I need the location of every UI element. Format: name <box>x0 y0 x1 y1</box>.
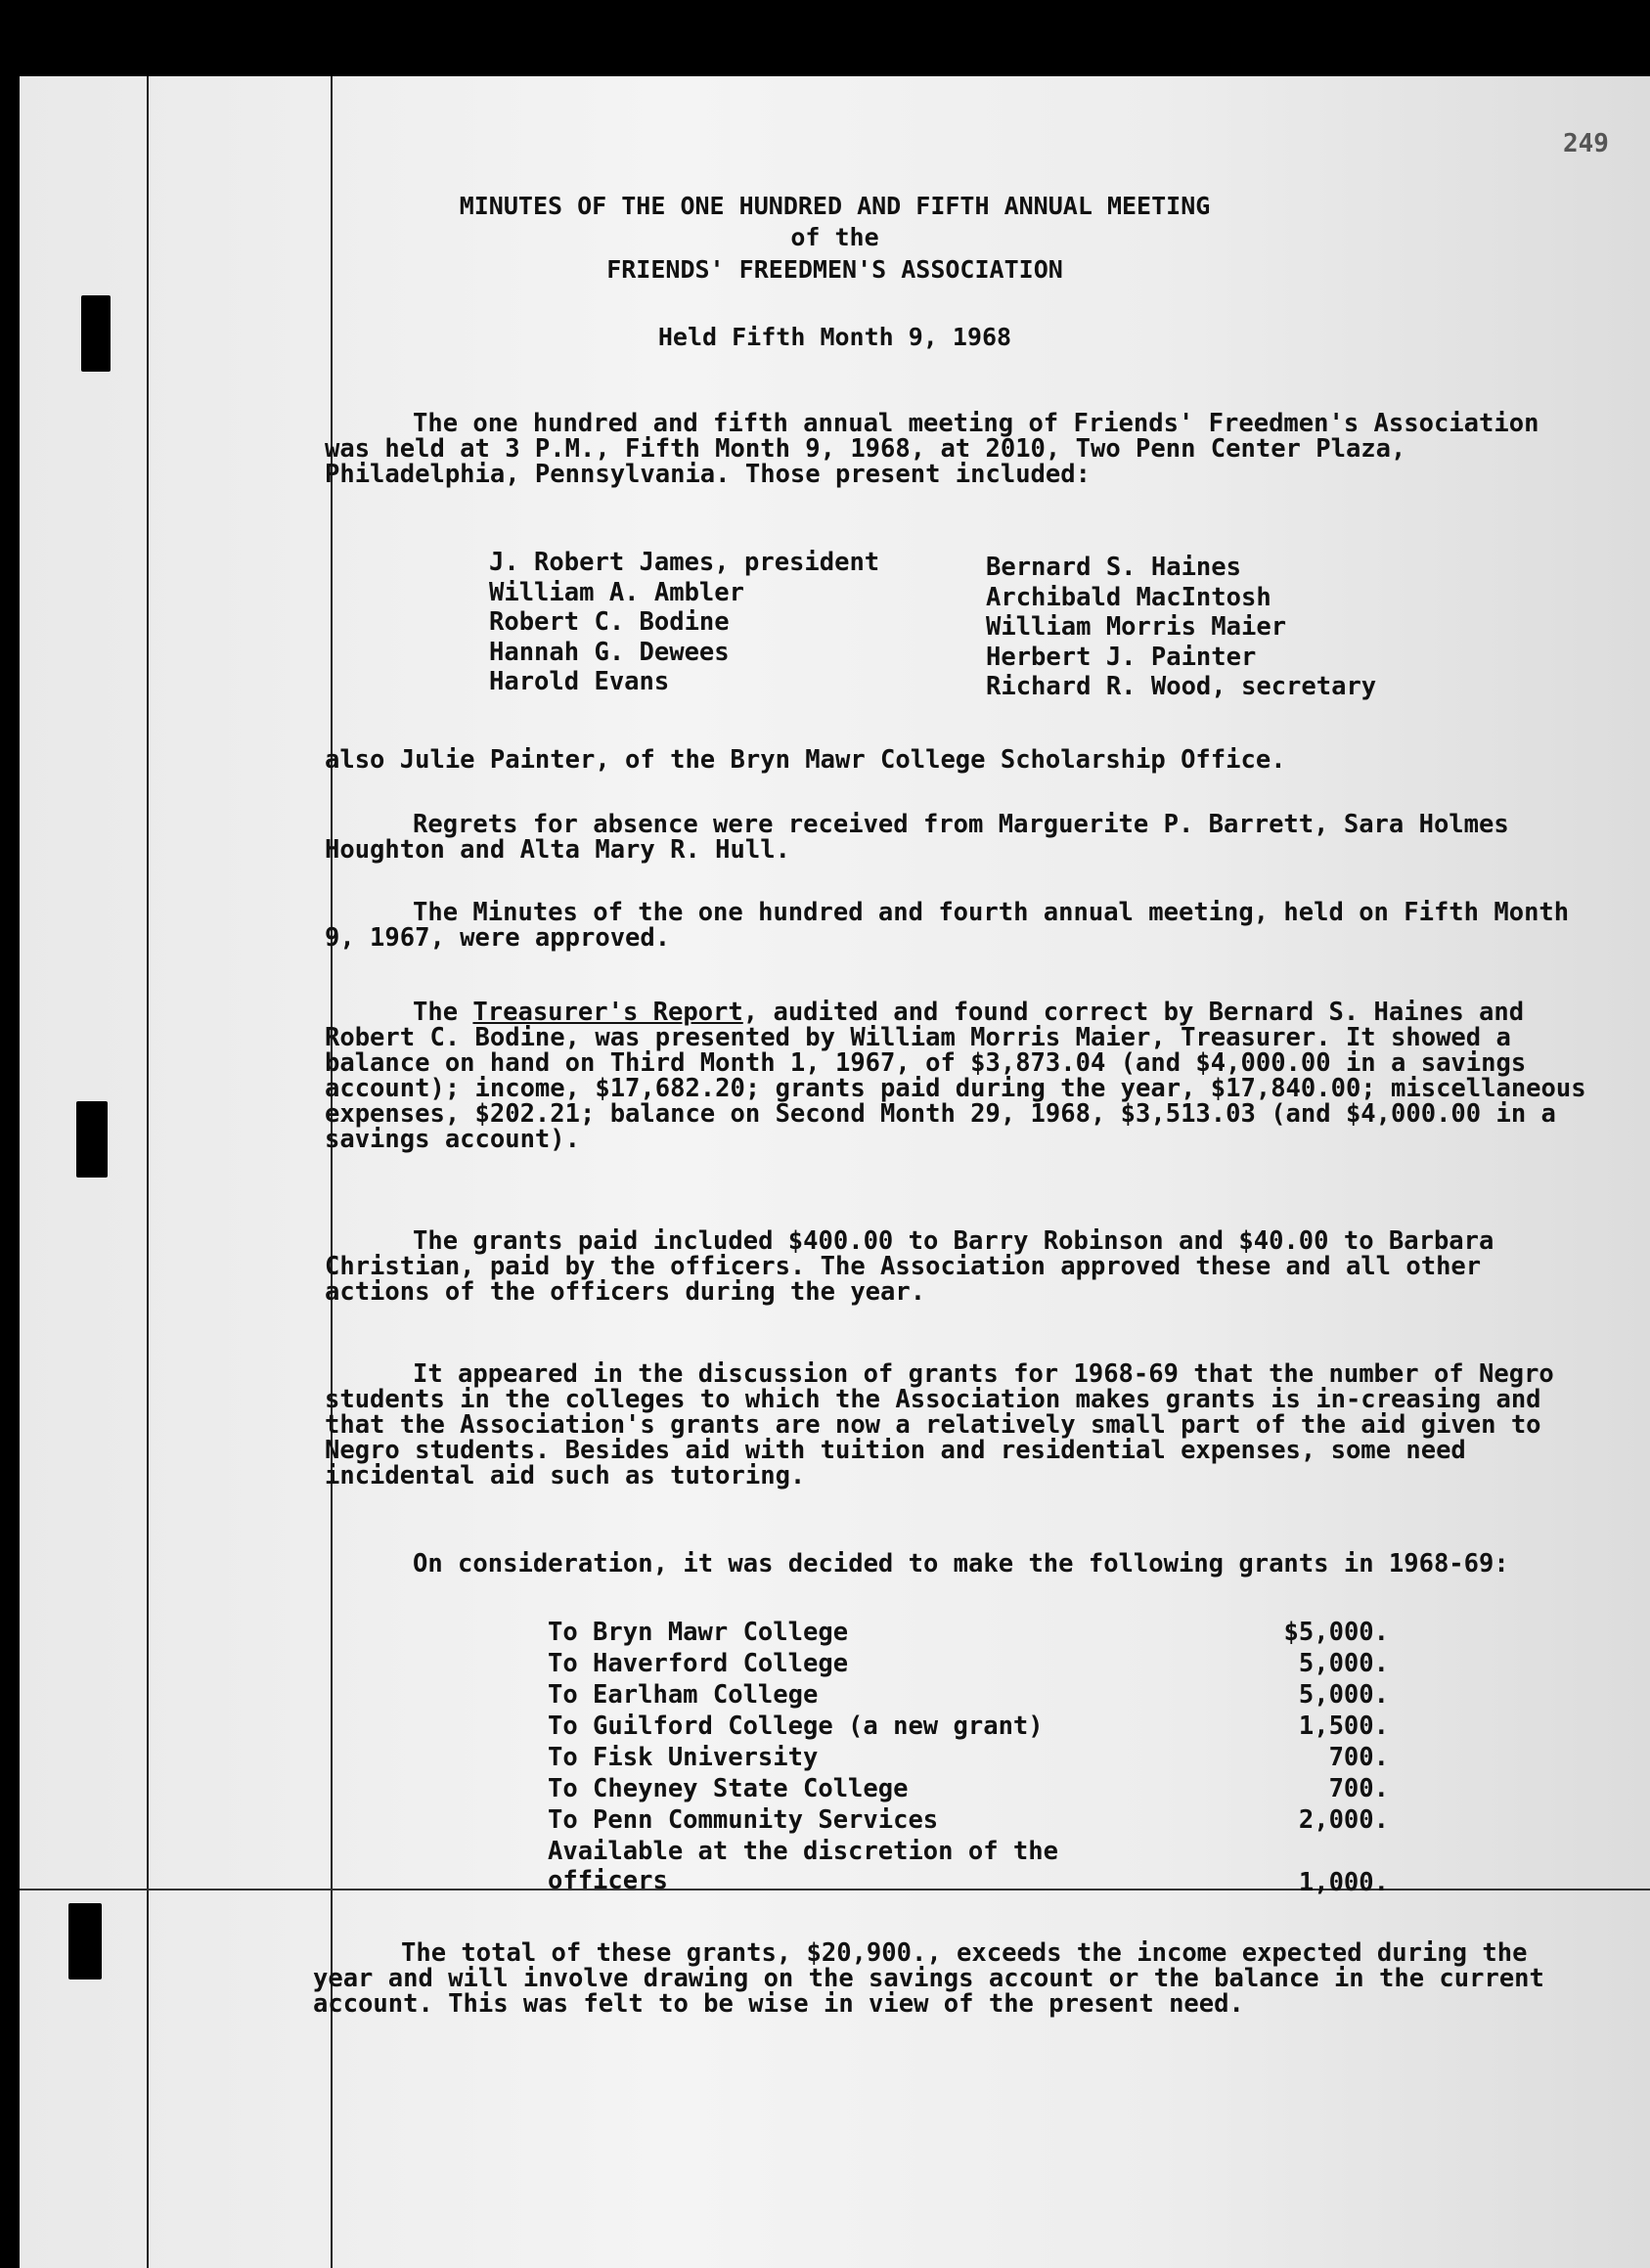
meeting-date: Held Fifth Month 9, 1968 <box>657 323 1012 351</box>
attendee: William A. Ambler <box>489 577 744 607</box>
grant-row <box>548 1680 1389 1712</box>
also-present-paragraph: also Julie Painter, of the Bryn Mawr College Scholarship Office. <box>325 745 1286 775</box>
attendee: Richard R. Wood, secretary <box>986 672 1377 701</box>
association-name: FRIENDS' FREEDMEN'S ASSOCIATION <box>606 255 1063 284</box>
grant-recipient: To Guilford College (a new grant) <box>548 1712 1044 1741</box>
treasurer-body: , audited and found correct by Bernard S. Haines and Robert C. Bodine, was presented by William Morris Maier, Treasurer. It showed a balance on hand on Third Month 1, 1967, of $3,873.04 (and $4,000.00 in a savings account); income, $17,682.20; grants paid during the year, $17,840.00; miscellaneous expenses, $202.21; balance on Second Month 29, 1968, $3,513.03 (and $4,000.00 in a savings account). <box>325 998 1586 1154</box>
attendee: J. Robert James, president <box>489 548 880 577</box>
grant-amount: 700. <box>1328 1774 1389 1803</box>
discussion-paragraph: It appeared in the discussion of grants for 1968-69 that the number of Negro students in the colleges to which the Association makes grants is in-creasing and that the Association's grants are now a relatively small part of the aid given to Negro students. Besides aid with tuition and residential expenses, some need incidental aid such as tutoring. <box>325 1359 1554 1490</box>
grant-row <box>548 1774 1389 1805</box>
grant-recipient: To Bryn Mawr College <box>548 1618 849 1647</box>
grant-row <box>548 1712 1389 1743</box>
grant-amount: 5,000. <box>1298 1649 1389 1678</box>
margin-rule-outer <box>147 76 149 2268</box>
minutes-approved-paragraph: The Minutes of the one hundred and fourth annual meeting, held on Fifth Month 9, 1967, were approved. <box>325 898 1570 953</box>
binder-tab-middle <box>76 1101 108 1178</box>
treasurer-intro: The <box>413 998 473 1027</box>
grant-amount: 5,000. <box>1298 1680 1389 1710</box>
attendee: Hannah G. Dewees <box>489 637 730 667</box>
attendee: Archibald MacIntosh <box>986 582 1271 612</box>
grant-amount: 1,500. <box>1298 1712 1389 1741</box>
total-paragraph: The total of these grants, $20,900., exceeds the income expected during the year and will involve drawing on the savings account or the balance in the current account. This was felt to be wise in view of the present need. <box>313 1938 1544 2019</box>
margin-rule-inner <box>331 76 333 2268</box>
grant-row-discretion <box>548 1837 1389 1897</box>
attendee: Herbert J. Painter <box>986 642 1257 672</box>
regrets-paragraph: Regrets for absence were received from Marguerite P. Barrett, Sara Holmes Houghton and Alta Mary R. Hull. <box>325 810 1509 865</box>
attendees-right-column <box>986 553 1376 702</box>
grant-amount: 700. <box>1328 1743 1389 1772</box>
grant-recipient: To Haverford College <box>548 1649 849 1678</box>
grants-paid-paragraph: The grants paid included $400.00 to Barry Robinson and $40.00 to Barbara Christian, paid by the officers. The Association approved these and all other actions of the officers during the year. <box>325 1226 1494 1307</box>
treasurer-paragraph <box>325 1000 1586 1152</box>
grant-recipient: To Earlham College <box>548 1680 819 1710</box>
page-number: 249 <box>1563 129 1609 158</box>
attendee: Robert C. Bodine <box>489 607 730 637</box>
grant-recipient: To Penn Community Services <box>548 1805 939 1835</box>
grant-amount: $5,000. <box>1283 1618 1389 1647</box>
grant-amount: 2,000. <box>1298 1805 1389 1835</box>
grant-recipient: To Cheyney State College <box>548 1774 909 1803</box>
grants-table <box>548 1618 1389 1897</box>
grant-amount: 1,000. <box>1298 1868 1389 1897</box>
intro-paragraph: The one hundred and fifth annual meeting of Friends' Freedmen's Association was held at 3 P.M., Fifth Month 9, 1968, at 2010, Two Penn Center Plaza, Philadelphia, Pennsylvania. Those present included: <box>325 409 1539 489</box>
meeting-title: MINUTES OF THE ONE HUNDRED AND FIFTH ANNUAL MEETING <box>459 192 1211 220</box>
binder-tab-bottom <box>68 1903 102 1979</box>
grant-row <box>548 1649 1389 1680</box>
attendees-left-column <box>489 548 879 697</box>
consideration-paragraph: On consideration, it was decided to make the following grants in 1968-69: <box>413 1549 1509 1579</box>
attendee: Harold Evans <box>489 667 670 696</box>
meeting-title-of: of the <box>790 223 879 251</box>
grant-row <box>548 1743 1389 1774</box>
grant-row <box>548 1618 1389 1649</box>
treasurer-report-title: Treasurer's Report <box>472 998 743 1027</box>
document-page <box>20 76 1650 2268</box>
grant-recipient: To Fisk University <box>548 1743 819 1772</box>
grant-recipient: Available at the discretion of the officers <box>548 1837 1058 1895</box>
grant-row <box>548 1805 1389 1837</box>
attendee: William Morris Maier <box>986 612 1287 642</box>
attendee: Bernard S. Haines <box>986 553 1241 582</box>
